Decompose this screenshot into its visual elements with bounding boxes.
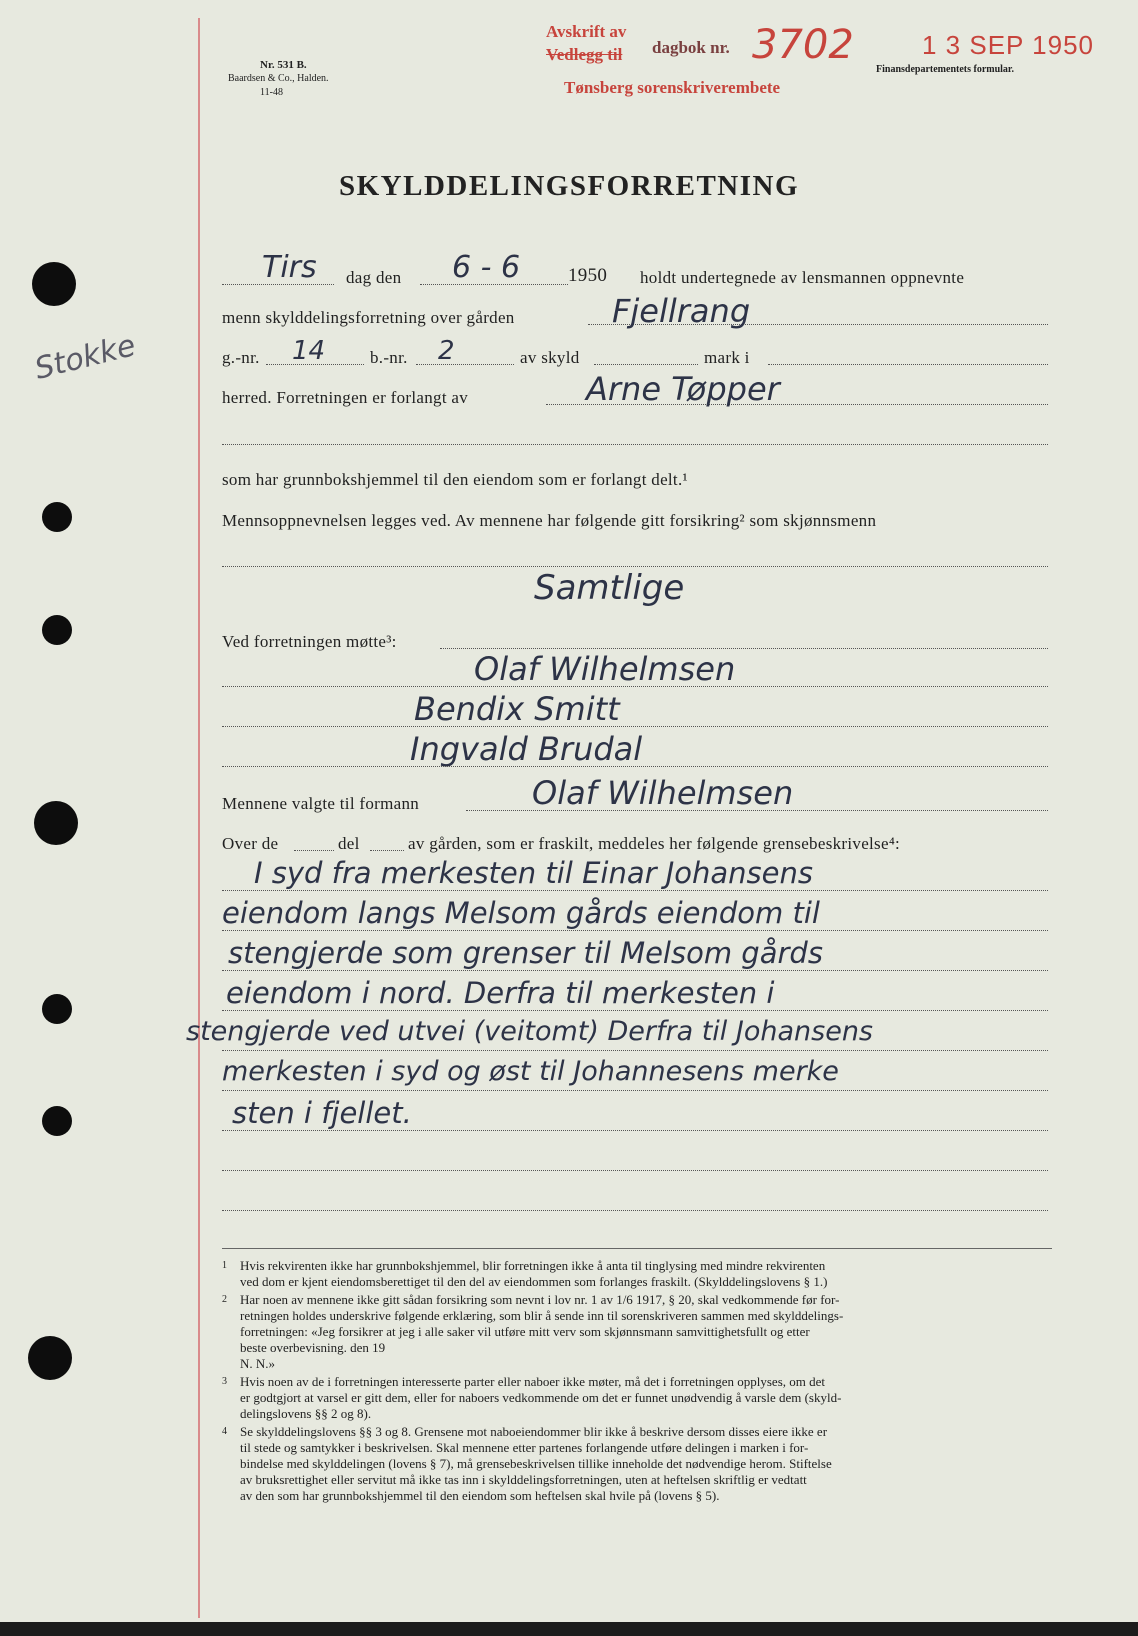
stamp-avskrift: Avskrift av [546, 22, 627, 41]
sworn-value: Samtlige [534, 568, 685, 608]
stamp-dagbok-number: 3702 [752, 22, 854, 68]
punch-hole [42, 1106, 72, 1136]
form-number: Nr. 531 B. [260, 59, 307, 71]
stamp-office: Tønsberg sorenskriverembete [564, 78, 781, 97]
label-dag-den: dag den [346, 268, 402, 287]
footnote-number: 3 [222, 1376, 227, 1387]
label-formann: Mennene valgte til formann [222, 794, 420, 813]
dotted-line [222, 970, 1048, 971]
dotted-line [440, 648, 1048, 649]
label-holdt: holdt undertegnede av lensmannen oppnevnte [640, 268, 965, 287]
label-motte: Ved forretningen møtte³: [222, 632, 397, 651]
dotted-line [222, 930, 1048, 931]
punch-hole [42, 615, 72, 645]
boundary-line: eiendom i nord. Derfra til merkesten i [226, 976, 775, 1010]
boundary-line: sten i fjellet. [232, 1096, 412, 1130]
footnote-text: Hvis noen av de i forretningen interesserte parter eller naboer ikke møter, må det i forretningen opplyses, om det er godtgjort at varsel er gitt dem, eller for naboers vedkommende om det er funnet unødvendig å varsle dem (skyld- delingslovens §§ 2 og 8). [240, 1374, 842, 1421]
dotted-line [222, 1170, 1048, 1171]
dotted-line [222, 890, 1048, 891]
attendee: Olaf Wilhelmsen [474, 650, 736, 688]
form-number-block [228, 58, 329, 100]
dotted-line [222, 1130, 1048, 1131]
dotted-line [222, 766, 1048, 767]
label-skyld: av skyld [520, 348, 580, 367]
footnote-text: Se skylddelingslovens §§ 3 og 8. Grensene mot naboeiendommer blir ikke å beskrive dersom disses eiere ikke er til stede og samtykker i beskrivelsen. Skal mennene etter partenes forlangende utføre delingen i marken i for- bindelse med skylddelingen (lovens § 7), må grensebeskrivelsen tillike inneholde det nødvendige herom. Stiftelse av bruksrettighet eller servitut må ikke tas inn i skylddelingsforretningen, uten at heftelsen skriftlig er vedtatt av den som har grunnbokshjemmel til den eiendom som heftelsen skal hvile på (lovens § 5). [240, 1424, 832, 1503]
label-mark: mark i [704, 348, 750, 367]
year-value: 1950 [568, 265, 608, 286]
dotted-line [594, 364, 698, 365]
dotted-line [222, 1010, 1048, 1011]
boundary-line: eiendom langs Melsom gårds eiendom til [222, 896, 820, 930]
footnote-2 [222, 1292, 1052, 1372]
requester-name: Arne Tøpper [586, 370, 780, 408]
footnote-4 [222, 1424, 1052, 1504]
label-bnr: b.-nr. [370, 348, 408, 367]
footnote-divider [222, 1248, 1052, 1249]
boundary-line: merkesten i syd og øst til Johannesens merke [222, 1056, 839, 1087]
punch-hole [42, 994, 72, 1024]
dotted-line [222, 444, 1048, 445]
attendee: Bendix Smitt [414, 690, 620, 728]
scan-border [0, 1622, 1138, 1636]
dotted-line [370, 850, 404, 851]
dotted-line [222, 1210, 1048, 1211]
label-menn: menn skylddelingsforretning over gården [222, 308, 515, 327]
label-del: del [338, 834, 360, 853]
label-herred: herred. Forretningen er forlangt av [222, 388, 469, 407]
bnr-value: 2 [438, 336, 455, 366]
dotted-line [416, 364, 514, 365]
form-authority: Finansdepartementets formular. [876, 64, 1014, 75]
footnote-text: Har noen av mennene ikke gitt sådan forsikring som nevnt i lov nr. 1 av 1/6 1917, § 20, skal vedkommende før for- retningen holdes underskrive følgende erklæring, som blir å sende inn til sorenskriveren sammen med skylddelings- forretningen: «Jeg forsikrer at jeg i alle saker vil utføre mitt verv som skjønnsmann samvittighetsfullt og etter beste overbevisning. den 19 N. N.» [240, 1292, 844, 1371]
dotted-line [222, 726, 1048, 727]
farm-name: Fjellrang [612, 292, 751, 330]
document-title: SKYLDDELINGSFORRETNING [338, 170, 800, 202]
label-gnr: g.-nr. [222, 348, 260, 367]
dotted-line [222, 1090, 1048, 1091]
footnote-number: 4 [222, 1426, 227, 1437]
dotted-line [294, 850, 334, 851]
date-value: 6 - 6 [452, 250, 521, 285]
boundary-line: I syd fra merkesten til Einar Johansens [254, 856, 814, 890]
printer-code: 11-48 [260, 87, 283, 98]
punch-hole [34, 801, 78, 845]
stamp-vedlegg: Vedlegg til [546, 45, 623, 64]
punch-hole [28, 1336, 72, 1380]
boundary-line: stengjerde som grenser til Melsom gårds [228, 936, 823, 970]
footnote-1 [222, 1258, 1052, 1290]
margin-note: Stokke [31, 328, 140, 387]
stamp-dagbok-label: dagbok nr. [652, 38, 730, 57]
printer-name: Baardsen & Co., Halden. [228, 73, 329, 84]
footnote-3 [222, 1374, 1052, 1422]
attendee: Ingvald Brudal [410, 730, 643, 768]
stamp-date: 1 3 SEP 1950 [922, 30, 1094, 60]
dotted-line [222, 1050, 1048, 1051]
footnote-text: Hvis rekvirenten ikke har grunnbokshjemmel, blir forretningen ikke å anta til tinglysing med mindre rekvirenten ved dom er kjent eiendomsberettiget til den del av eiendommen som forlanges fraskilt. (Skylddelingslovens § 1.) [240, 1258, 828, 1289]
punch-hole [32, 262, 76, 306]
punch-hole [42, 502, 72, 532]
margin-rule [198, 18, 200, 1618]
gnr-value: 14 [292, 336, 326, 366]
label-fraskilt: av gården, som er fraskilt, meddeles her følgende grensebeskrivelse⁴: [408, 834, 901, 853]
footnote-number: 2 [222, 1294, 227, 1305]
dotted-line [222, 566, 1048, 567]
weekday-value: Tirs [262, 250, 317, 285]
footnote-number: 1 [222, 1260, 227, 1271]
chairman-name: Olaf Wilhelmsen [532, 774, 794, 812]
label-oppnevnelse: Mennsoppnevnelsen legges ved. Av mennene har følgende gitt forsikring² som skjønnsmenn [222, 511, 877, 530]
dotted-line [768, 364, 1048, 365]
label-hjemmel: som har grunnbokshjemmel til den eiendom som er forlangt delt.¹ [222, 470, 688, 489]
dotted-line [222, 686, 1048, 687]
label-over-de: Over de [222, 834, 279, 853]
boundary-line: stengjerde ved utvei (veitomt) Derfra til Johansens [186, 1016, 873, 1047]
